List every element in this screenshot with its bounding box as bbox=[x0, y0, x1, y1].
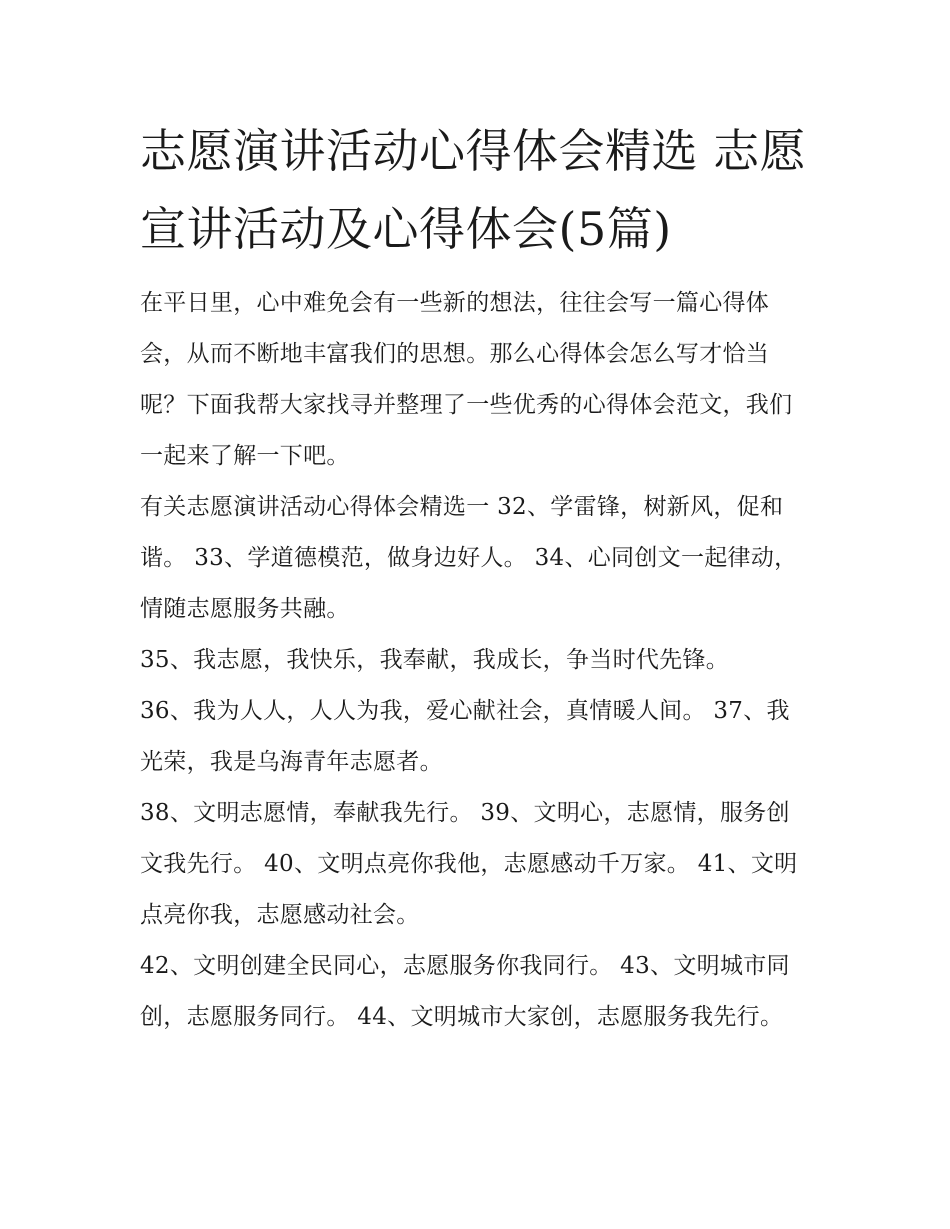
document-page bbox=[140, 112, 812, 1043]
slogan-paragraph-3: 36、我为人人，人人为我，爱心献社会，真情暖人间。 37、我光荣，我是乌海青年志愿者。 bbox=[140, 698, 790, 775]
document-title: 志愿演讲活动心得体会精选 志愿宣讲活动及心得体会(5篇) bbox=[140, 124, 807, 256]
slogan-paragraph-4: 38、文明志愿情，奉献我先行。 39、文明心，志愿情，服务创文我先行。 40、文明点亮你我他，志愿感动千万家。 41、文明点亮你我，志愿感动社会。 bbox=[140, 800, 798, 928]
slogan-paragraph-5: 42、文明创建全民同心，志愿服务你我同行。 43、文明城市同创，志愿服务同行。 44、文明城市大家创，志愿服务我先行。 bbox=[140, 953, 790, 1030]
intro-paragraph: 在平日里，心中难免会有一些新的想法，往往会写一篇心得体会，从而不断地丰富我们的思想。那么心得体会怎么写才恰当呢？下面我帮大家找寻并整理了一些优秀的心得体会范文，我们一起来了解一下吧。 bbox=[140, 290, 793, 469]
slogan-paragraph-2: 35、我志愿，我快乐，我奉献，我成长，争当时代先锋。 bbox=[140, 647, 730, 673]
slogan-paragraph-1: 有关志愿演讲活动心得体会精选一 32、学雷锋，树新风，促和谐。 33、学道德模范，做身边好人。 34、心同创文一起律动，情随志愿服务共融。 bbox=[140, 494, 798, 622]
